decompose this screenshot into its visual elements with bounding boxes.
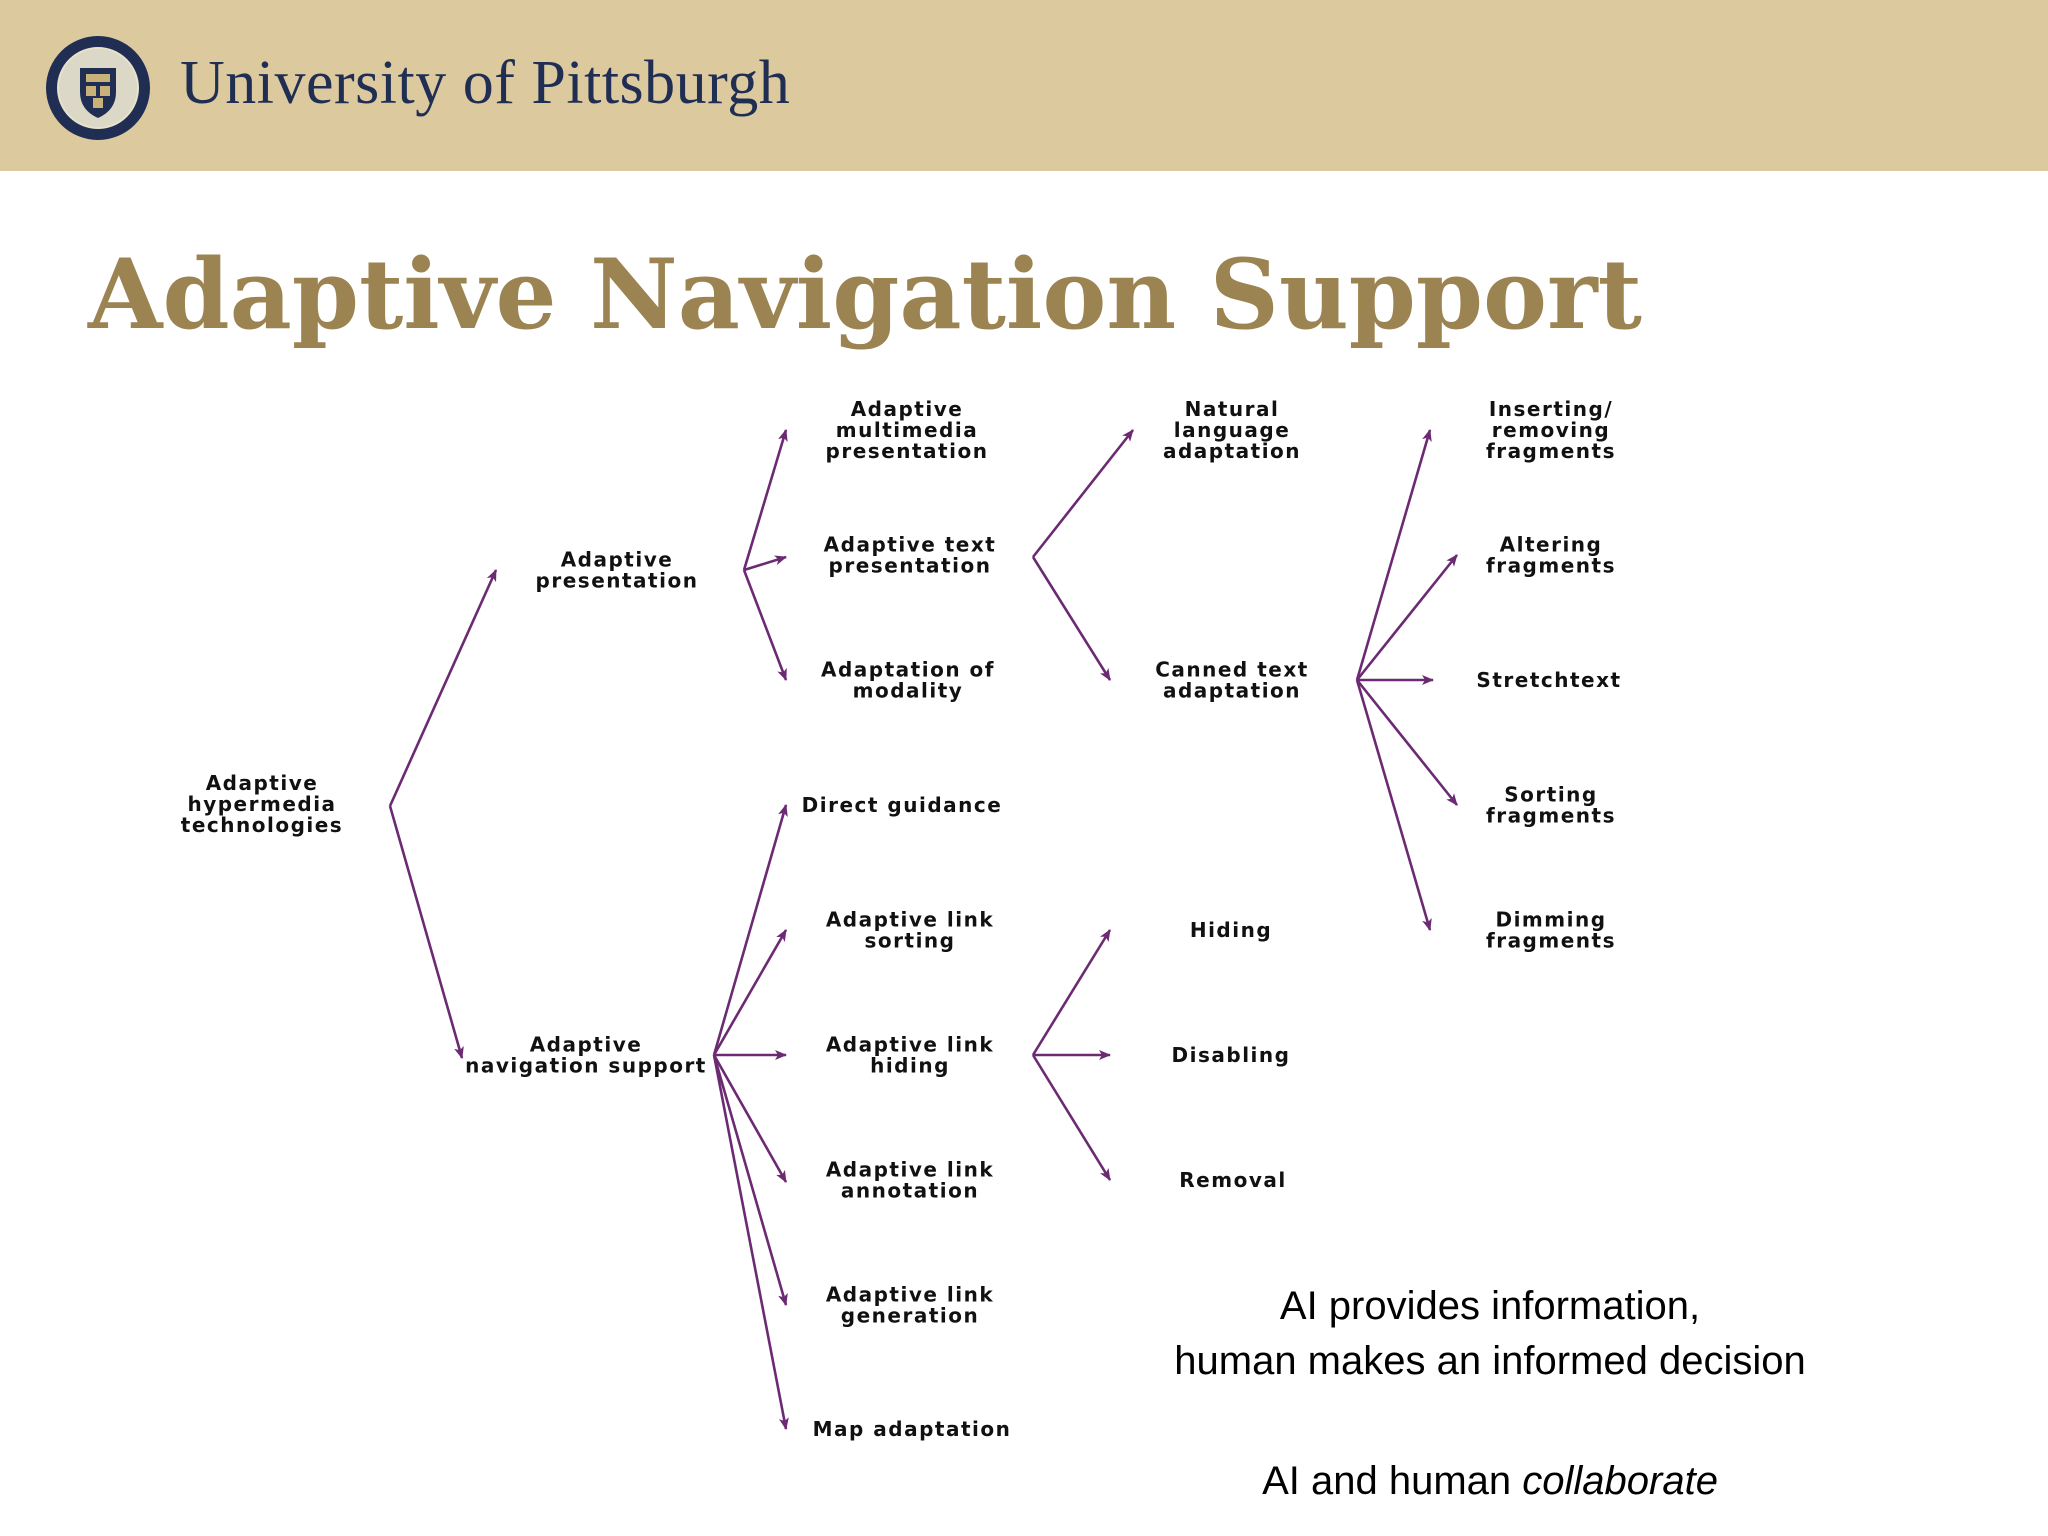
node-link-generation-line: generation	[840, 1303, 980, 1328]
node-modality	[821, 658, 995, 703]
node-link-sorting-line: Adaptive link	[825, 907, 995, 932]
node-stretchtext-line: Stretchtext	[1476, 668, 1622, 692]
edge-root-to-navigation	[390, 806, 462, 1058]
node-sorting-fragments-line: fragments	[1486, 803, 1616, 828]
node-link-sorting	[826, 908, 994, 953]
node-link-sorting-line: sorting	[864, 928, 956, 953]
node-inserting-line: removing	[1491, 418, 1611, 442]
node-link-annotation-line: annotation	[840, 1178, 980, 1203]
caption-collaborate	[1040, 1454, 1940, 1509]
node-multimedia-line: multimedia	[835, 418, 979, 442]
node-removal	[1179, 1168, 1286, 1192]
edge-link-hiding-to-removal	[1033, 1055, 1110, 1180]
edge-text-presentation-to-canned-text	[1033, 557, 1110, 680]
slide-title: Adaptive Navigation Support	[88, 238, 1642, 351]
node-inserting-line: Inserting/	[1488, 397, 1614, 421]
node-sorting-fragments	[1486, 783, 1616, 828]
node-canned-text-line: adaptation	[1162, 678, 1302, 703]
node-root	[181, 771, 343, 837]
node-text-presentation	[824, 533, 997, 578]
node-multimedia	[826, 397, 989, 463]
edge-canned-text-to-inserting	[1357, 430, 1430, 680]
node-altering-line: Altering	[1499, 532, 1603, 557]
node-natural-language-line: language	[1173, 418, 1291, 442]
node-root-line: technologies	[180, 813, 344, 837]
edge-presentation-to-multimedia	[744, 430, 786, 570]
node-dimming	[1486, 908, 1616, 953]
university-name: University of Pittsburgh	[180, 49, 791, 117]
node-altering	[1486, 533, 1616, 578]
node-disabling-line: Disabling	[1171, 1043, 1291, 1067]
node-sorting-fragments-line: Sorting	[1504, 782, 1598, 807]
node-multimedia-line: presentation	[825, 439, 989, 463]
node-inserting-line: fragments	[1486, 439, 1616, 463]
node-link-generation-line: Adaptive link	[825, 1282, 995, 1307]
node-map-adaptation-line: Map adaptation	[812, 1417, 1012, 1441]
node-disabling	[1172, 1043, 1291, 1067]
node-direct-guidance	[802, 793, 1003, 817]
node-navigation-line: Adaptive	[529, 1032, 643, 1057]
edge-text-presentation-to-natural-language	[1033, 430, 1133, 557]
edge-presentation-to-modality	[744, 570, 786, 680]
node-natural-language-line: Natural	[1184, 397, 1280, 421]
node-root-line: hypermedia	[187, 792, 337, 816]
node-inserting	[1486, 397, 1616, 463]
caption-informed-decision	[1040, 1279, 1940, 1389]
node-presentation	[536, 548, 699, 593]
node-navigation-line: navigation support	[465, 1053, 707, 1078]
edge-link-hiding-to-hiding	[1033, 930, 1110, 1055]
node-map-adaptation	[813, 1417, 1012, 1441]
node-dimming-line: Dimming	[1495, 907, 1607, 932]
edge-navigation-to-link-sorting	[714, 930, 786, 1055]
node-presentation-line: presentation	[535, 568, 699, 593]
node-navigation	[465, 1033, 707, 1078]
node-multimedia-line: Adaptive	[850, 397, 964, 421]
caption-emphasis: collaborate	[1522, 1459, 1718, 1503]
node-link-generation	[826, 1283, 994, 1328]
node-canned-text-line: Canned text	[1155, 657, 1309, 682]
node-root-line: Adaptive	[205, 771, 319, 795]
edge-presentation-to-text-presentation	[744, 557, 786, 570]
edge-root-to-presentation	[390, 570, 496, 806]
node-stretchtext	[1476, 668, 1621, 692]
node-text-presentation-line: presentation	[828, 553, 992, 578]
node-modality-line: Adaptation of	[821, 657, 995, 682]
edge-navigation-to-direct-guidance	[714, 805, 786, 1055]
node-canned-text	[1155, 658, 1309, 703]
node-link-annotation	[826, 1158, 994, 1203]
node-removal-line: Removal	[1179, 1168, 1287, 1192]
caption-line-1: AI provides information,	[1279, 1284, 1701, 1328]
node-link-hiding	[826, 1033, 994, 1078]
node-link-hiding-line: Adaptive link	[825, 1032, 995, 1057]
edge-navigation-to-link-generation	[714, 1055, 786, 1305]
edge-navigation-to-link-annotation	[714, 1055, 786, 1182]
node-hiding-line: Hiding	[1189, 918, 1273, 942]
node-modality-line: modality	[852, 678, 964, 703]
node-dimming-line: fragments	[1486, 928, 1616, 953]
node-natural-language-line: adaptation	[1162, 439, 1302, 463]
node-text-presentation-line: Adaptive text	[823, 532, 997, 557]
edge-canned-text-to-dimming	[1357, 680, 1430, 930]
node-link-hiding-line: hiding	[870, 1053, 950, 1078]
node-presentation-line: Adaptive	[560, 547, 674, 572]
caption-line-3: AI and human	[1262, 1459, 1523, 1503]
node-altering-line: fragments	[1486, 553, 1616, 578]
node-hiding	[1190, 918, 1272, 942]
edge-canned-text-to-sorting-fragments	[1357, 680, 1457, 805]
edge-navigation-to-map-adaptation	[714, 1055, 786, 1429]
node-natural-language	[1163, 397, 1301, 463]
node-direct-guidance-line: Direct guidance	[801, 793, 1003, 817]
edge-canned-text-to-altering	[1357, 555, 1457, 680]
node-link-annotation-line: Adaptive link	[825, 1157, 995, 1182]
caption-line-2: human makes an informed decision	[1174, 1339, 1806, 1383]
